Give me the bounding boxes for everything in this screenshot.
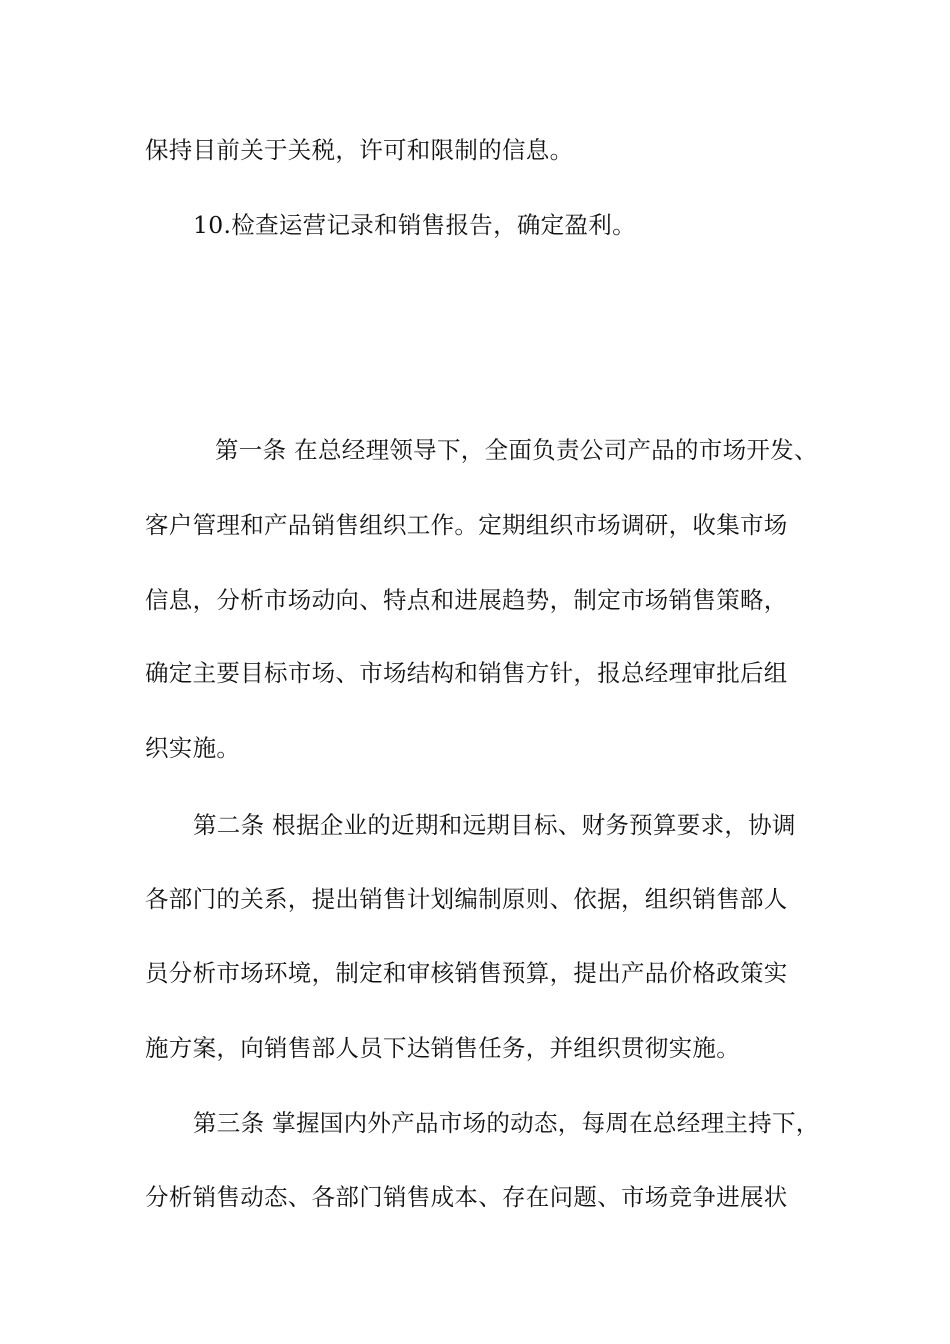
text-line-1: 保持目前关于关税，许可和限制的信息。 [145, 136, 574, 164]
text-line-2: 10.检查运营记录和销售报告，确定盈利。 [193, 211, 636, 239]
article-3-line-1: 第三条 掌握国内外产品市场的动态，每周在总经理主持下， [193, 1109, 820, 1137]
article-1-line-5: 织实施。 [145, 734, 241, 762]
article-1-line-3: 信息，分析市场动向、特点和进展趋势，制定市场销售策略， [145, 586, 788, 614]
article-2-line-1: 第二条 根据企业的近期和远期目标、财务预算要求，协调 [193, 811, 796, 839]
article-2-line-4: 施方案，向销售部人员下达销售任务，并组织贯彻实施。 [145, 1034, 740, 1062]
article-1-line-2: 客户管理和产品销售组织工作。定期组织市场调研，收集市场 [145, 511, 788, 539]
article-3-line-2: 分析销售动态、各部门销售成本、存在问题、市场竞争进展状 [145, 1183, 788, 1211]
article-1-line-4: 确定主要目标市场、市场结构和销售方针，报总经理审批后组 [145, 659, 788, 687]
article-2-line-3: 员分析市场环境，制定和审核销售预算，提出产品价格政策实 [145, 959, 788, 987]
article-1-line-1: 第一条 在总经理领导下，全面负责公司产品的市场开发、 [215, 436, 818, 464]
article-2-line-2: 各部门的关系，提出销售计划编制原则、依据，组织销售部人 [145, 885, 788, 913]
